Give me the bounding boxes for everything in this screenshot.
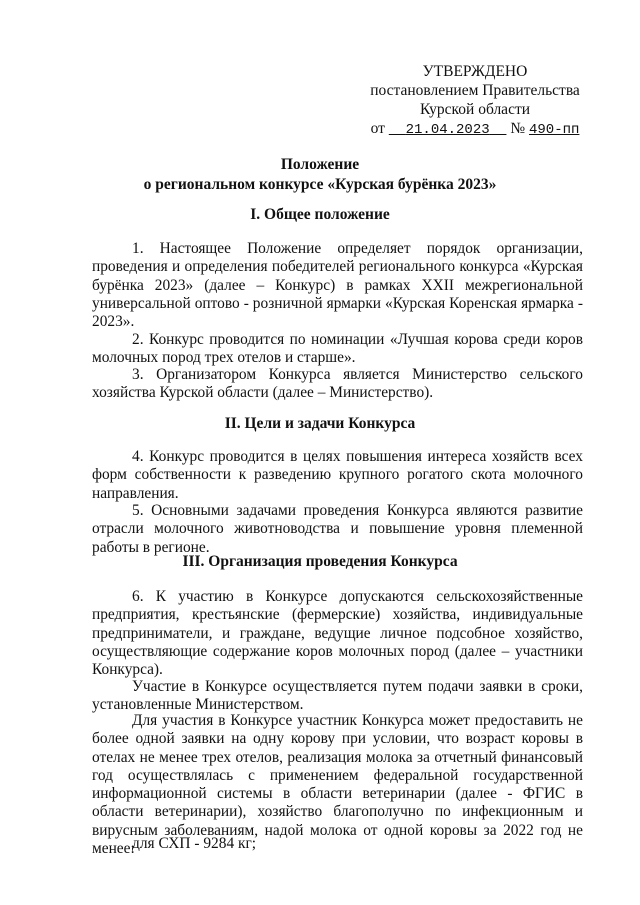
paragraph-7: Участие в Конкурсе осуществляется путем подачи заявки в сроки, установленные Министерством. [92, 678, 583, 714]
paragraph-8: Для участия в Конкурсе участник Конкурса может предоставить не более одной заявки на одну корову при условии, что возраст коровы в отелах не менее трех отелов, реализация молока за отчетный финансовый год осуществлялась с применением федеральной государственной информационной системы в области ветеринарии (далее - ФГИС в области ветеринарии), хозяйство благополучно по инфекционным и вирусным заболеваниям, надой молока от одной коровы за 2022 год не менее: [92, 712, 583, 858]
paragraph-6: 6. К участию в Конкурсе допускаются сельскохозяйственные предприятия, крестьянские (фермерские) хозяйства, индивидуальные предприниматели, и граждане, ведущие личное подсобное хозяйство, осуществляющие содержание коров молочных пород (далее – участники Конкурса). [92, 588, 583, 679]
title-line-2: о региональном конкурсе «Курская бурёнка 2023» [143, 176, 497, 193]
title-line-1: Положение [280, 156, 360, 173]
number-label: № [510, 120, 526, 137]
approval-date-value: 21.04.2023 [405, 122, 490, 138]
paragraph-9: для СХП - 9284 кг; [132, 835, 257, 852]
approved-region-line: Курской области [419, 101, 531, 118]
paragraph-1: 1. Настоящее Положение определяет порядок организации, проведения и определения победителей регионального конкурса «Курская бурёнка 2023» (далее – Конкурс) в рамках XXII межрегиональной универсальной оптово - розничной ярмарки «Курская Коренская ярмарка - 2023». [92, 240, 583, 331]
paragraph-4: 4. Конкурс проводится в целях повышения интереса хозяйств всех форм собственности к разведению крупного рогатого скота молочного направления. [92, 448, 583, 502]
approved-by-line: постановлением Правительства [370, 82, 580, 99]
paragraph-2: 2. Конкурс проводится по номинации «Лучшая корова среди коров молочных пород трех отелов и старше». [92, 331, 583, 367]
approval-date-line [360, 119, 590, 140]
paragraph-3: 3. Организатором Конкурса является Министерство сельского хозяйства Курской области (далее – Министерство). [92, 366, 583, 402]
date-prefix: от [370, 120, 385, 137]
section-heading-3: III. Организация проведения Конкурса [182, 553, 458, 570]
approved-heading: УТВЕРЖДЕНО [422, 63, 528, 80]
paragraph-5: 5. Основными задачами проведения Конкурса являются развитие отрасли молочного животноводства и повышение уровня племенной работы в регионе. [92, 502, 583, 556]
approval-stamp [360, 62, 590, 140]
section-heading-1: I. Общее положение [250, 206, 390, 223]
section-heading-2: II. Цели и задачи Конкурса [224, 415, 416, 432]
approval-number: 490-пп [528, 122, 580, 138]
approval-date [389, 122, 507, 138]
document-title [0, 155, 640, 195]
